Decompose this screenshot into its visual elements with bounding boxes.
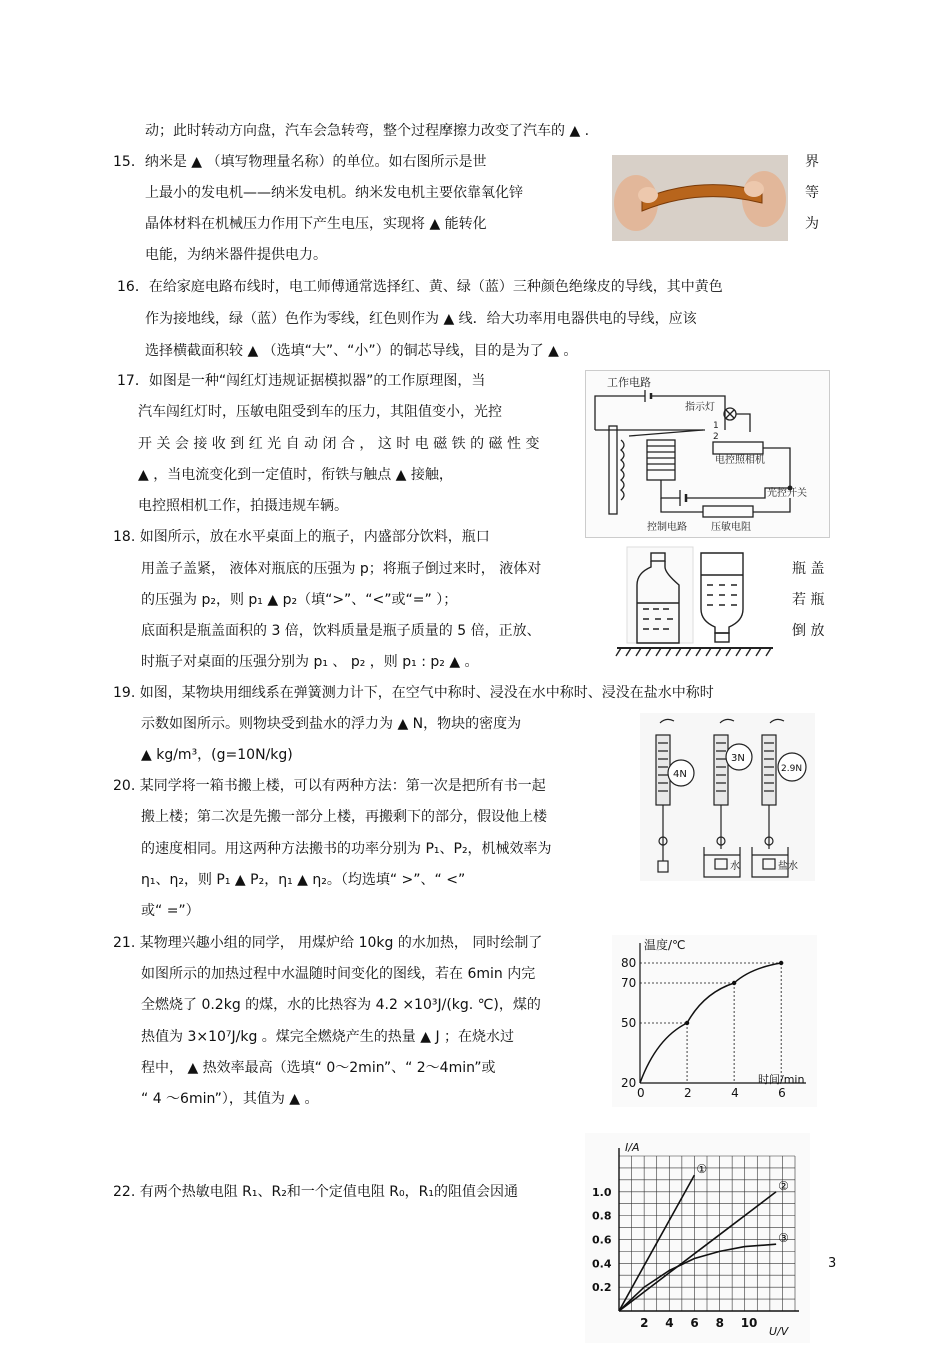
x-tick-label: 4: [665, 1316, 674, 1330]
x-axis-label: U/V: [769, 1325, 789, 1338]
x-tick-label: 6: [778, 1086, 786, 1100]
temperature-time-chart: [612, 935, 817, 1107]
text-line: 为: [805, 216, 819, 232]
x-tick-label: 2: [684, 1086, 692, 1100]
label-camera: 电控照相机: [715, 455, 765, 466]
text-line: 倒 放: [792, 623, 825, 639]
x-tick-label: 2: [640, 1316, 649, 1330]
text-line: 底面积是瓶盖面积的 3 倍，饮料质量是瓶子质量的 5 倍，正放、: [141, 623, 541, 639]
label-control-circuit: 控制电路: [647, 522, 687, 533]
y-tick-label: 50: [621, 1016, 637, 1030]
text-line: 电控照相机工作，拍摄违规车辆。: [138, 498, 348, 514]
text-line: 动；此时转动方向盘，汽车会急转弯，整个过程摩擦力改变了汽车的 ▲ .: [145, 123, 590, 139]
text-line: 15．纳米是 ▲ （填写物理量名称）的单位。如右图所示是世: [113, 154, 487, 170]
x-tick-label: 10: [740, 1316, 758, 1330]
y-tick-label: 0.6: [592, 1233, 612, 1247]
text-line: ▲ ，当电流变化到一定值时，衔铁与触点 ▲ 接触，: [138, 467, 453, 483]
series-label-2: ②: [778, 1178, 789, 1193]
y-tick-label: 70: [621, 976, 637, 990]
data-point: [685, 1021, 689, 1025]
series-label-1: ①: [696, 1162, 708, 1177]
text-line: 16．在给家庭电路布线时，电工师傅通常选择红、黄、绿（蓝）三种颜色绝缘皮的导线，其中黄色: [117, 279, 723, 295]
current-voltage-chart: [585, 1133, 810, 1343]
y-tick-label: 0.4: [592, 1257, 612, 1271]
text-line: 示数如图所示。则物块受到盐水的浮力为 ▲ N，物块的密度为: [141, 716, 522, 732]
red-light-circuit-diagram: [585, 370, 830, 538]
x-tick-label: 6: [690, 1316, 699, 1330]
text-line: 热值为 3×10⁷J/kg 。煤完全燃烧产生的热量 ▲ J ；在烧水过: [141, 1029, 515, 1045]
label-pressure-resistor: 压敏电阻: [711, 522, 751, 533]
text-line: 晶体材料在机械压力作用下产生电压，实现将 ▲ 能转化: [145, 216, 487, 232]
x-tick-label: 8: [715, 1316, 724, 1330]
label-brine: 盐水: [778, 861, 798, 872]
y-tick-label: 80: [621, 956, 637, 970]
reading-air: 4N: [673, 769, 687, 780]
text-line: 20. 某同学将一箱书搬上楼，可以有两种方法：第一次是把所有书一起: [113, 778, 546, 794]
series-label-3: ③: [778, 1231, 789, 1246]
text-line: 等: [805, 185, 819, 201]
reading-water: 3N: [731, 753, 745, 764]
label-work-circuit: 工作电路: [607, 376, 651, 389]
label-light-switch: 光控开关: [767, 488, 807, 499]
text-line: 的速度相同。用这两种方法搬书的功率分别为 P₁、P₂，机械效率为: [141, 841, 552, 857]
text-line: ▲ kg/m³，(g=10N/kg): [141, 747, 293, 763]
x-tick-label: 4: [731, 1086, 739, 1100]
text-line: 17．如图是一种“闯红灯违规证据模拟器”的工作原理图，当: [117, 373, 486, 389]
x-axis-label: 时间/min: [758, 1073, 805, 1086]
data-point: [779, 961, 783, 965]
y-tick-label: 20: [621, 1076, 637, 1090]
data-point: [732, 981, 736, 985]
text-line: 时瓶子对桌面的压强分别为 p₁ 、 p₂ ，则 p₁ : p₂ ▲ 。: [141, 654, 479, 670]
text-line: η₁、η₂，则 P₁ ▲ P₂，η₁ ▲ η₂。（均选填“ >”、“ <”: [141, 872, 466, 888]
text-line: 开 关 会 接 收 到 红 光 自 动 闭 合 ， 这 时 电 磁 铁 的 磁 性 变: [138, 436, 540, 452]
spring-scale-diagram: [640, 713, 815, 881]
y-axis-label: I/A: [625, 1141, 640, 1154]
y-tick-label: 0.2: [592, 1281, 612, 1295]
text-line: 若 瓶: [792, 592, 825, 608]
text-line: 上最小的发电机——纳米发电机。纳米发电机主要依靠氧化锌: [145, 185, 523, 201]
text-line: “ 4 ～6min”），其值为 ▲ 。: [141, 1091, 319, 1107]
text-line: 瓶 盖: [792, 561, 825, 577]
text-line: 全燃烧了 0.2kg 的煤，水的比热容为 4.2 ×10³J/(kg. ℃)，煤的: [141, 997, 541, 1013]
reading-brine: 2.9N: [781, 764, 803, 774]
text-line: 的压强为 p₂，则 p₁ ▲ p₂（填“>”、“<”或“=” ）；: [141, 592, 458, 608]
y-axis-label: 温度/℃: [644, 938, 686, 952]
text-line: 界: [805, 154, 819, 170]
label-water: 水: [730, 861, 740, 872]
y-tick-label: 0.8: [592, 1209, 612, 1223]
text-line: 19. 如图，某物块用细线系在弹簧测力计下，在空气中称时、浸没在水中称时、浸没在盐水中称时: [113, 685, 714, 701]
text-line: 18. 如图所示，放在水平桌面上的瓶子，内盛部分饮料，瓶口: [113, 529, 490, 545]
text-line: 作为接地线，绿（蓝）色作为零线，红色则作为 ▲ 线．给大功率用电器供电的导线，应该: [145, 311, 697, 327]
text-line: 或“ =”）: [141, 903, 200, 919]
label-contact-2: 2: [713, 432, 719, 442]
y-tick-label: 1.0: [592, 1185, 612, 1199]
text-line: 选择横截面积较 ▲ （选填“大”、“小”）的铜芯导线，目的是为了 ▲ 。: [145, 343, 578, 359]
x-tick-label: 0: [637, 1086, 645, 1100]
text-line: 搬上楼；第二次是先搬一部分上楼，再搬剩下的部分，假设他上楼: [141, 809, 547, 825]
text-line: 如图所示的加热过程中水温随时间变化的图线，若在 6min 内完: [141, 966, 536, 982]
label-indicator-lamp: 指示灯: [685, 402, 715, 413]
label-contact-1: 1: [713, 421, 719, 431]
text-line: 程中， ▲ 热效率最高（选填“ 0～2min”、“ 2～4min”或: [141, 1060, 496, 1076]
text-line: 电能，为纳米器件提供电力。: [145, 247, 327, 263]
text-line: 21. 某物理兴趣小组的同学， 用煤炉给 10kg 的水加热， 同时绘制了: [113, 935, 543, 951]
text-line: 22. 有两个热敏电阻 R₁、R₂和一个定值电阻 R₀，R₁的阻值会因通: [113, 1184, 518, 1200]
page-number: 3: [828, 1256, 837, 1271]
bottle-diagram: [615, 545, 775, 660]
text-line: 汽车闯红灯时，压敏电阻受到车的压力，其阻值变小，光控: [138, 404, 502, 420]
text-line: 用盖子盖紧， 液体对瓶底的压强为 p；将瓶子倒过来时， 液体对: [141, 561, 542, 577]
nano-generator-photo: [612, 155, 788, 241]
